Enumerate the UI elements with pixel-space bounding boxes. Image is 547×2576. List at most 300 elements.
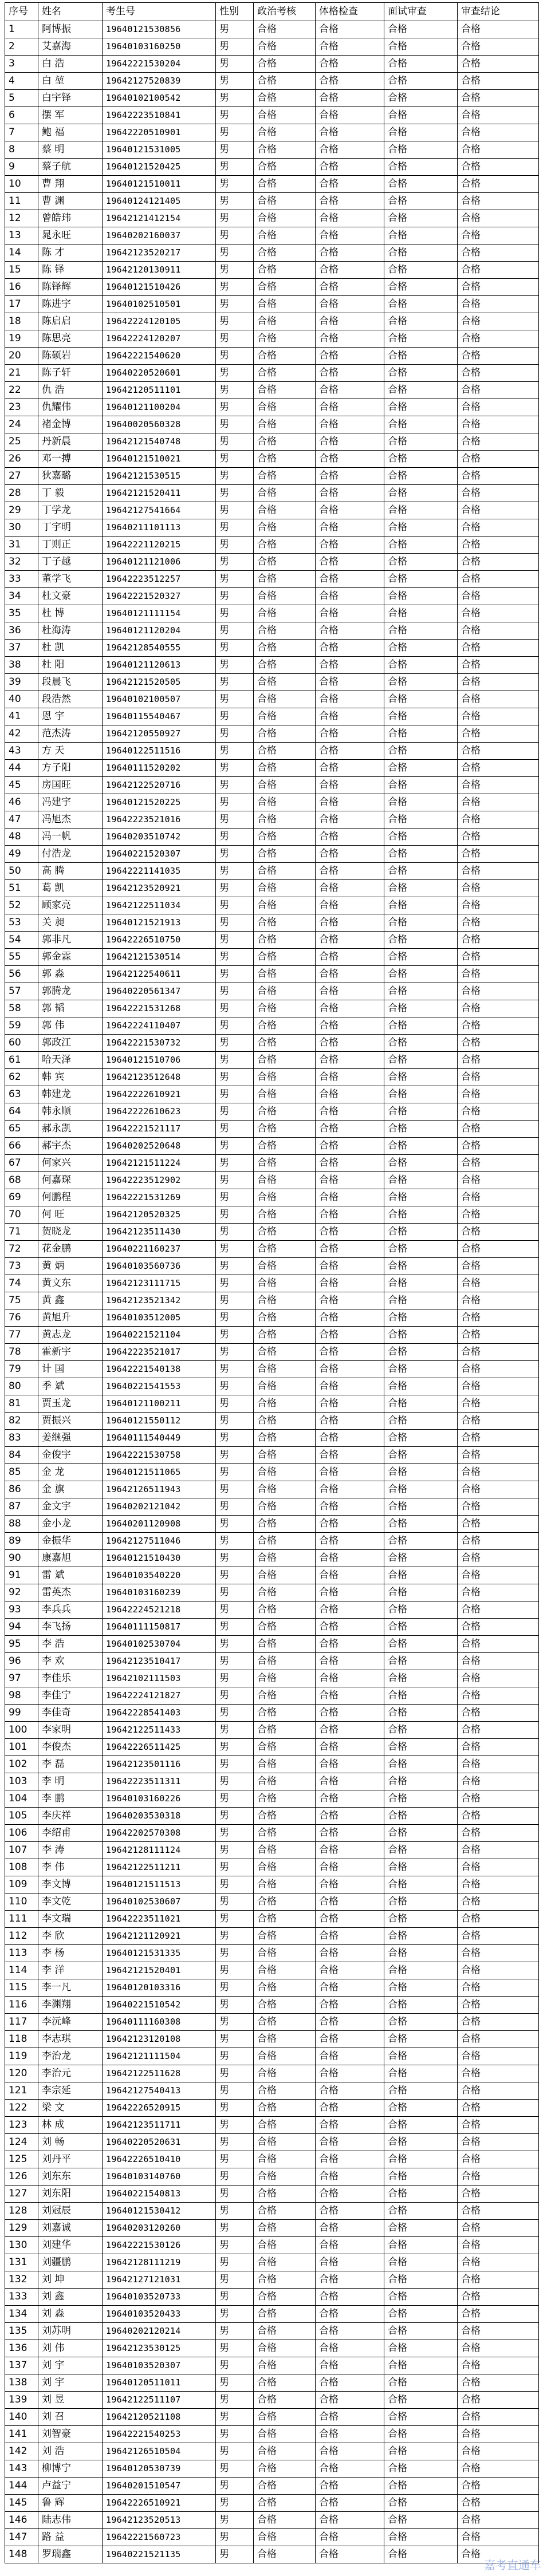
cell-interview-review: 合格 — [384, 1430, 458, 1447]
cell-name: 方子阳 — [38, 760, 103, 777]
table-row — [5, 1636, 539, 1653]
cell-serial: 133 — [5, 2289, 38, 2306]
cell-name: 计 国 — [38, 1361, 103, 1378]
cell-name: 白宇铎 — [38, 90, 103, 107]
cell-political-review: 合格 — [254, 708, 316, 725]
cell-review-conclusion: 合格 — [458, 2014, 539, 2031]
cell-gender: 男 — [216, 2065, 254, 2082]
cell-name: 郝永凯 — [38, 1121, 103, 1138]
cell-serial: 91 — [5, 1567, 38, 1584]
cell-exam-number: 19642128111219 — [103, 2254, 216, 2271]
cell-political-review: 合格 — [254, 2168, 316, 2186]
cell-gender: 男 — [216, 1121, 254, 1138]
cell-political-review: 合格 — [254, 2512, 316, 2529]
cell-gender: 男 — [216, 2289, 254, 2306]
cell-interview-review: 合格 — [384, 1138, 458, 1155]
cell-exam-number: 19642122540611 — [103, 966, 216, 983]
cell-serial: 143 — [5, 2460, 38, 2478]
cell-review-conclusion: 合格 — [458, 2151, 539, 2168]
cell-serial: 31 — [5, 536, 38, 554]
cell-exam-number: 19640120103316 — [103, 1979, 216, 1997]
cell-name: 季 斌 — [38, 1378, 103, 1395]
cell-political-review: 合格 — [254, 2546, 316, 2563]
cell-name: 金小龙 — [38, 1516, 103, 1533]
table-row — [5, 2478, 539, 2495]
table-row — [5, 56, 539, 73]
cell-gender: 男 — [216, 330, 254, 348]
cell-physical-exam: 合格 — [316, 2271, 384, 2289]
cell-name: 贾振兴 — [38, 1413, 103, 1430]
table-row — [5, 433, 539, 451]
cell-physical-exam: 合格 — [316, 914, 384, 932]
cell-review-conclusion: 合格 — [458, 1928, 539, 1945]
cell-serial: 59 — [5, 1017, 38, 1035]
cell-physical-exam: 合格 — [316, 262, 384, 279]
cell-gender: 男 — [216, 2357, 254, 2374]
cell-political-review: 合格 — [254, 1327, 316, 1344]
cell-review-conclusion: 合格 — [458, 2134, 539, 2151]
cell-political-review: 合格 — [254, 2409, 316, 2426]
cell-political-review: 合格 — [254, 1464, 316, 1481]
cell-physical-exam: 合格 — [316, 1413, 384, 1430]
cell-name: 褚金博 — [38, 416, 103, 433]
cell-review-conclusion: 合格 — [458, 227, 539, 244]
cell-interview-review: 合格 — [384, 914, 458, 932]
cell-physical-exam: 合格 — [316, 1653, 384, 1670]
table-row — [5, 1567, 539, 1584]
table-header-row — [5, 3, 539, 21]
cell-political-review: 合格 — [254, 1309, 316, 1327]
table-row — [5, 1842, 539, 1859]
table-row — [5, 2254, 539, 2271]
cell-political-review: 合格 — [254, 2134, 316, 2151]
cell-serial: 29 — [5, 502, 38, 519]
cell-physical-exam: 合格 — [316, 725, 384, 743]
cell-political-review: 合格 — [254, 966, 316, 983]
cell-interview-review: 合格 — [384, 949, 458, 966]
table-row — [5, 2460, 539, 2478]
cell-name: 刘智豪 — [38, 2426, 103, 2443]
cell-interview-review: 合格 — [384, 296, 458, 313]
cell-serial: 34 — [5, 588, 38, 605]
cell-review-conclusion: 合格 — [458, 1911, 539, 1928]
table-row — [5, 1052, 539, 1069]
cell-name: 金 龙 — [38, 1464, 103, 1481]
cell-gender: 男 — [216, 571, 254, 588]
cell-political-review: 合格 — [254, 2340, 316, 2357]
cell-interview-review: 合格 — [384, 382, 458, 399]
cell-serial: 148 — [5, 2546, 38, 2563]
cell-review-conclusion: 合格 — [458, 1395, 539, 1413]
cell-name: 曾皓玮 — [38, 210, 103, 227]
cell-physical-exam: 合格 — [316, 657, 384, 674]
cell-exam-number: 19640220520601 — [103, 365, 216, 382]
cell-interview-review: 合格 — [384, 399, 458, 416]
cell-political-review: 合格 — [254, 2289, 316, 2306]
table-row — [5, 829, 539, 846]
cell-interview-review: 合格 — [384, 193, 458, 210]
cell-political-review: 合格 — [254, 897, 316, 914]
table-row — [5, 1687, 539, 1705]
cell-physical-exam: 合格 — [316, 2512, 384, 2529]
header-name: 姓名 — [38, 3, 103, 21]
cell-political-review: 合格 — [254, 1361, 316, 1378]
cell-gender: 男 — [216, 382, 254, 399]
cell-serial: 10 — [5, 176, 38, 193]
cell-serial: 72 — [5, 1241, 38, 1258]
cell-name: 仇耀伟 — [38, 399, 103, 416]
cell-political-review: 合格 — [254, 846, 316, 863]
table-row — [5, 468, 539, 485]
cell-name: 葛 凯 — [38, 880, 103, 897]
cell-physical-exam: 合格 — [316, 1241, 384, 1258]
cell-physical-exam: 合格 — [316, 433, 384, 451]
cell-gender: 男 — [216, 777, 254, 794]
cell-interview-review: 合格 — [384, 2014, 458, 2031]
table-row — [5, 1550, 539, 1567]
cell-interview-review: 合格 — [384, 2134, 458, 2151]
table-row — [5, 2220, 539, 2237]
table-row — [5, 1155, 539, 1172]
cell-review-conclusion: 合格 — [458, 244, 539, 262]
table-row — [5, 159, 539, 176]
cell-physical-exam: 合格 — [316, 279, 384, 296]
cell-exam-number: 19640103512005 — [103, 1309, 216, 1327]
cell-political-review: 合格 — [254, 1224, 316, 1241]
cell-exam-number: 19640103560736 — [103, 1258, 216, 1275]
cell-gender: 男 — [216, 296, 254, 313]
cell-exam-number: 19642122511433 — [103, 1722, 216, 1739]
table-row — [5, 554, 539, 571]
cell-interview-review: 合格 — [384, 141, 458, 159]
cell-interview-review: 合格 — [384, 536, 458, 554]
cell-gender: 男 — [216, 2374, 254, 2392]
cell-exam-number: 19640121521913 — [103, 914, 216, 932]
cell-interview-review: 合格 — [384, 554, 458, 571]
table-row — [5, 1447, 539, 1464]
cell-physical-exam: 合格 — [316, 502, 384, 519]
cell-interview-review: 合格 — [384, 1962, 458, 1979]
cell-exam-number: 19642226510750 — [103, 932, 216, 949]
cell-gender: 男 — [216, 451, 254, 468]
cell-name: 李绍甫 — [38, 1825, 103, 1842]
cell-gender: 男 — [216, 141, 254, 159]
cell-serial: 42 — [5, 725, 38, 743]
cell-political-review: 合格 — [254, 1842, 316, 1859]
cell-exam-number: 19642121530515 — [103, 468, 216, 485]
cell-review-conclusion: 合格 — [458, 2271, 539, 2289]
cell-name: 曹 渊 — [38, 193, 103, 210]
cell-name: 罗瑞鑫 — [38, 2546, 103, 2563]
cell-political-review: 合格 — [254, 1430, 316, 1447]
cell-exam-number: 19640203120260 — [103, 2220, 216, 2237]
cell-serial: 136 — [5, 2340, 38, 2357]
cell-serial: 24 — [5, 416, 38, 433]
cell-political-review: 合格 — [254, 244, 316, 262]
cell-serial: 78 — [5, 1344, 38, 1361]
cell-serial: 37 — [5, 640, 38, 657]
cell-political-review: 合格 — [254, 1962, 316, 1979]
cell-interview-review: 合格 — [384, 433, 458, 451]
cell-gender: 男 — [216, 657, 254, 674]
cell-interview-review: 合格 — [384, 2443, 458, 2460]
cell-review-conclusion: 合格 — [458, 1945, 539, 1962]
cell-exam-number: 19640111150817 — [103, 1619, 216, 1636]
cell-physical-exam: 合格 — [316, 1722, 384, 1739]
cell-exam-number: 19642120521108 — [103, 2409, 216, 2426]
cell-physical-exam: 合格 — [316, 124, 384, 141]
cell-interview-review: 合格 — [384, 365, 458, 382]
cell-review-conclusion: 合格 — [458, 124, 539, 141]
cell-review-conclusion: 合格 — [458, 1052, 539, 1069]
table-row — [5, 365, 539, 382]
cell-physical-exam: 合格 — [316, 468, 384, 485]
cell-exam-number: 19640115540467 — [103, 708, 216, 725]
table-row — [5, 794, 539, 811]
table-row — [5, 2443, 539, 2460]
cell-interview-review: 合格 — [384, 1155, 458, 1172]
cell-gender: 男 — [216, 760, 254, 777]
cell-interview-review: 合格 — [384, 2460, 458, 2478]
cell-review-conclusion: 合格 — [458, 640, 539, 657]
cell-review-conclusion: 合格 — [458, 1584, 539, 1601]
cell-name: 黄 鑫 — [38, 1292, 103, 1309]
table-row — [5, 1481, 539, 1498]
cell-gender: 男 — [216, 1893, 254, 1911]
cell-gender: 男 — [216, 1000, 254, 1017]
cell-gender: 男 — [216, 1773, 254, 1790]
cell-interview-review: 合格 — [384, 725, 458, 743]
cell-interview-review: 合格 — [384, 244, 458, 262]
table-row — [5, 1979, 539, 1997]
cell-gender: 男 — [216, 1876, 254, 1893]
cell-physical-exam: 合格 — [316, 2306, 384, 2323]
cell-physical-exam: 合格 — [316, 1086, 384, 1103]
cell-name: 康嘉旭 — [38, 1550, 103, 1567]
cell-exam-number: 19642123501116 — [103, 1756, 216, 1773]
cell-physical-exam: 合格 — [316, 1206, 384, 1224]
cell-name: 陆志伟 — [38, 2512, 103, 2529]
cell-exam-number: 19642123511711 — [103, 2117, 216, 2134]
cell-interview-review: 合格 — [384, 863, 458, 880]
cell-name: 陈 才 — [38, 244, 103, 262]
cell-serial: 140 — [5, 2409, 38, 2426]
cell-physical-exam: 合格 — [316, 1017, 384, 1035]
cell-exam-number: 19640203530318 — [103, 1808, 216, 1825]
cell-exam-number: 19640122511516 — [103, 743, 216, 760]
table-row — [5, 1430, 539, 1447]
cell-review-conclusion: 合格 — [458, 1979, 539, 1997]
cell-name: 范杰涛 — [38, 725, 103, 743]
cell-interview-review: 合格 — [384, 1928, 458, 1945]
cell-serial: 8 — [5, 141, 38, 159]
cell-interview-review: 合格 — [384, 1911, 458, 1928]
cell-review-conclusion: 合格 — [458, 1859, 539, 1876]
cell-political-review: 合格 — [254, 1481, 316, 1498]
cell-physical-exam: 合格 — [316, 348, 384, 365]
cell-exam-number: 19642226520915 — [103, 2100, 216, 2117]
cell-review-conclusion: 合格 — [458, 1756, 539, 1773]
cell-interview-review: 合格 — [384, 1825, 458, 1842]
cell-name: 蔡 明 — [38, 141, 103, 159]
cell-gender: 男 — [216, 73, 254, 90]
table-row — [5, 451, 539, 468]
cell-exam-number: 19640111520202 — [103, 760, 216, 777]
cell-serial: 36 — [5, 622, 38, 640]
cell-serial: 129 — [5, 2220, 38, 2237]
cell-review-conclusion: 合格 — [458, 760, 539, 777]
cell-political-review: 合格 — [254, 433, 316, 451]
cell-political-review: 合格 — [254, 811, 316, 829]
cell-interview-review: 合格 — [384, 1550, 458, 1567]
cell-name: 刘 坤 — [38, 2271, 103, 2289]
cell-interview-review: 合格 — [384, 519, 458, 536]
cell-physical-exam: 合格 — [316, 1825, 384, 1842]
table-row — [5, 1498, 539, 1516]
cell-interview-review: 合格 — [384, 2203, 458, 2220]
cell-name: 刘 浩 — [38, 2443, 103, 2460]
cell-interview-review: 合格 — [384, 159, 458, 176]
cell-exam-number: 19642221531269 — [103, 1189, 216, 1206]
cell-political-review: 合格 — [254, 1653, 316, 1670]
cell-gender: 男 — [216, 983, 254, 1000]
cell-gender: 男 — [216, 846, 254, 863]
cell-serial: 39 — [5, 674, 38, 691]
cell-gender: 男 — [216, 124, 254, 141]
table-row — [5, 1000, 539, 1017]
cell-political-review: 合格 — [254, 1687, 316, 1705]
cell-interview-review: 合格 — [384, 1722, 458, 1739]
cell-interview-review: 合格 — [384, 1533, 458, 1550]
cell-interview-review: 合格 — [384, 880, 458, 897]
cell-physical-exam: 合格 — [316, 1121, 384, 1138]
cell-political-review: 合格 — [254, 2426, 316, 2443]
cell-serial: 115 — [5, 1979, 38, 1997]
cell-physical-exam: 合格 — [316, 846, 384, 863]
cell-name: 柳博宁 — [38, 2460, 103, 2478]
cell-gender: 男 — [216, 1601, 254, 1619]
cell-review-conclusion: 合格 — [458, 21, 539, 38]
cell-name: 狄嘉璐 — [38, 468, 103, 485]
cell-review-conclusion: 合格 — [458, 708, 539, 725]
cell-interview-review: 合格 — [384, 416, 458, 433]
cell-exam-number: 19640103140760 — [103, 2168, 216, 2186]
cell-physical-exam: 合格 — [316, 1378, 384, 1395]
table-row — [5, 21, 539, 38]
table-row — [5, 2031, 539, 2048]
table-row — [5, 1962, 539, 1979]
cell-political-review: 合格 — [254, 2031, 316, 2048]
cell-gender: 男 — [216, 725, 254, 743]
cell-gender: 男 — [216, 2306, 254, 2323]
cell-gender: 男 — [216, 640, 254, 657]
cell-gender: 男 — [216, 1739, 254, 1756]
cell-name: 白 浩 — [38, 56, 103, 73]
cell-interview-review: 合格 — [384, 2306, 458, 2323]
cell-serial: 134 — [5, 2306, 38, 2323]
cell-interview-review: 合格 — [384, 640, 458, 657]
cell-gender: 男 — [216, 1997, 254, 2014]
cell-interview-review: 合格 — [384, 2289, 458, 2306]
cell-political-review: 合格 — [254, 760, 316, 777]
cell-serial: 114 — [5, 1962, 38, 1979]
table-row — [5, 1361, 539, 1378]
cell-physical-exam: 合格 — [316, 2409, 384, 2426]
cell-review-conclusion: 合格 — [458, 932, 539, 949]
cell-physical-exam: 合格 — [316, 829, 384, 846]
cell-review-conclusion: 合格 — [458, 193, 539, 210]
cell-exam-number: 19640121531005 — [103, 141, 216, 159]
table-row — [5, 1893, 539, 1911]
cell-serial: 47 — [5, 811, 38, 829]
cell-review-conclusion: 合格 — [458, 1687, 539, 1705]
table-row — [5, 519, 539, 536]
cell-exam-number: 19640220520631 — [103, 2134, 216, 2151]
cell-political-review: 合格 — [254, 262, 316, 279]
cell-exam-number: 19642224120207 — [103, 330, 216, 348]
table-row — [5, 1017, 539, 1035]
table-row — [5, 983, 539, 1000]
cell-physical-exam: 合格 — [316, 2495, 384, 2512]
cell-exam-number: 19640221510542 — [103, 1997, 216, 2014]
cell-serial: 87 — [5, 1498, 38, 1516]
cell-physical-exam: 合格 — [316, 2529, 384, 2546]
cell-political-review: 合格 — [254, 1103, 316, 1121]
cell-physical-exam: 合格 — [316, 1705, 384, 1722]
cell-political-review: 合格 — [254, 1893, 316, 1911]
cell-gender: 男 — [216, 1206, 254, 1224]
cell-review-conclusion: 合格 — [458, 1086, 539, 1103]
cell-exam-number: 19640220561347 — [103, 983, 216, 1000]
cell-gender: 男 — [216, 897, 254, 914]
cell-review-conclusion: 合格 — [458, 880, 539, 897]
cell-political-review: 合格 — [254, 348, 316, 365]
cell-exam-number: 19642121412154 — [103, 210, 216, 227]
cell-review-conclusion: 合格 — [458, 519, 539, 536]
cell-name: 刘 召 — [38, 2409, 103, 2426]
cell-physical-exam: 合格 — [316, 1138, 384, 1155]
cell-exam-number: 19642221540138 — [103, 1361, 216, 1378]
table-row — [5, 2151, 539, 2168]
cell-physical-exam: 合格 — [316, 1997, 384, 2014]
cell-exam-number: 19640221521135 — [103, 2546, 216, 2563]
table-row — [5, 880, 539, 897]
cell-interview-review: 合格 — [384, 21, 458, 38]
table-row — [5, 1601, 539, 1619]
cell-gender: 男 — [216, 622, 254, 640]
cell-gender: 男 — [216, 2340, 254, 2357]
cell-physical-exam: 合格 — [316, 1344, 384, 1361]
cell-interview-review: 合格 — [384, 794, 458, 811]
cell-political-review: 合格 — [254, 1035, 316, 1052]
cell-physical-exam: 合格 — [316, 605, 384, 622]
cell-interview-review: 合格 — [384, 657, 458, 674]
cell-name: 郭政江 — [38, 1035, 103, 1052]
cell-review-conclusion: 合格 — [458, 1275, 539, 1292]
cell-serial: 54 — [5, 932, 38, 949]
cell-review-conclusion: 合格 — [458, 2289, 539, 2306]
cell-review-conclusion: 合格 — [458, 141, 539, 159]
cell-name: 霍新宇 — [38, 1344, 103, 1361]
cell-physical-exam: 合格 — [316, 622, 384, 640]
cell-serial: 135 — [5, 2323, 38, 2340]
cell-political-review: 合格 — [254, 2478, 316, 2495]
cell-physical-exam: 合格 — [316, 1756, 384, 1773]
cell-physical-exam: 合格 — [316, 313, 384, 330]
cell-review-conclusion: 合格 — [458, 966, 539, 983]
cell-review-conclusion: 合格 — [458, 1808, 539, 1825]
cell-serial: 66 — [5, 1138, 38, 1155]
